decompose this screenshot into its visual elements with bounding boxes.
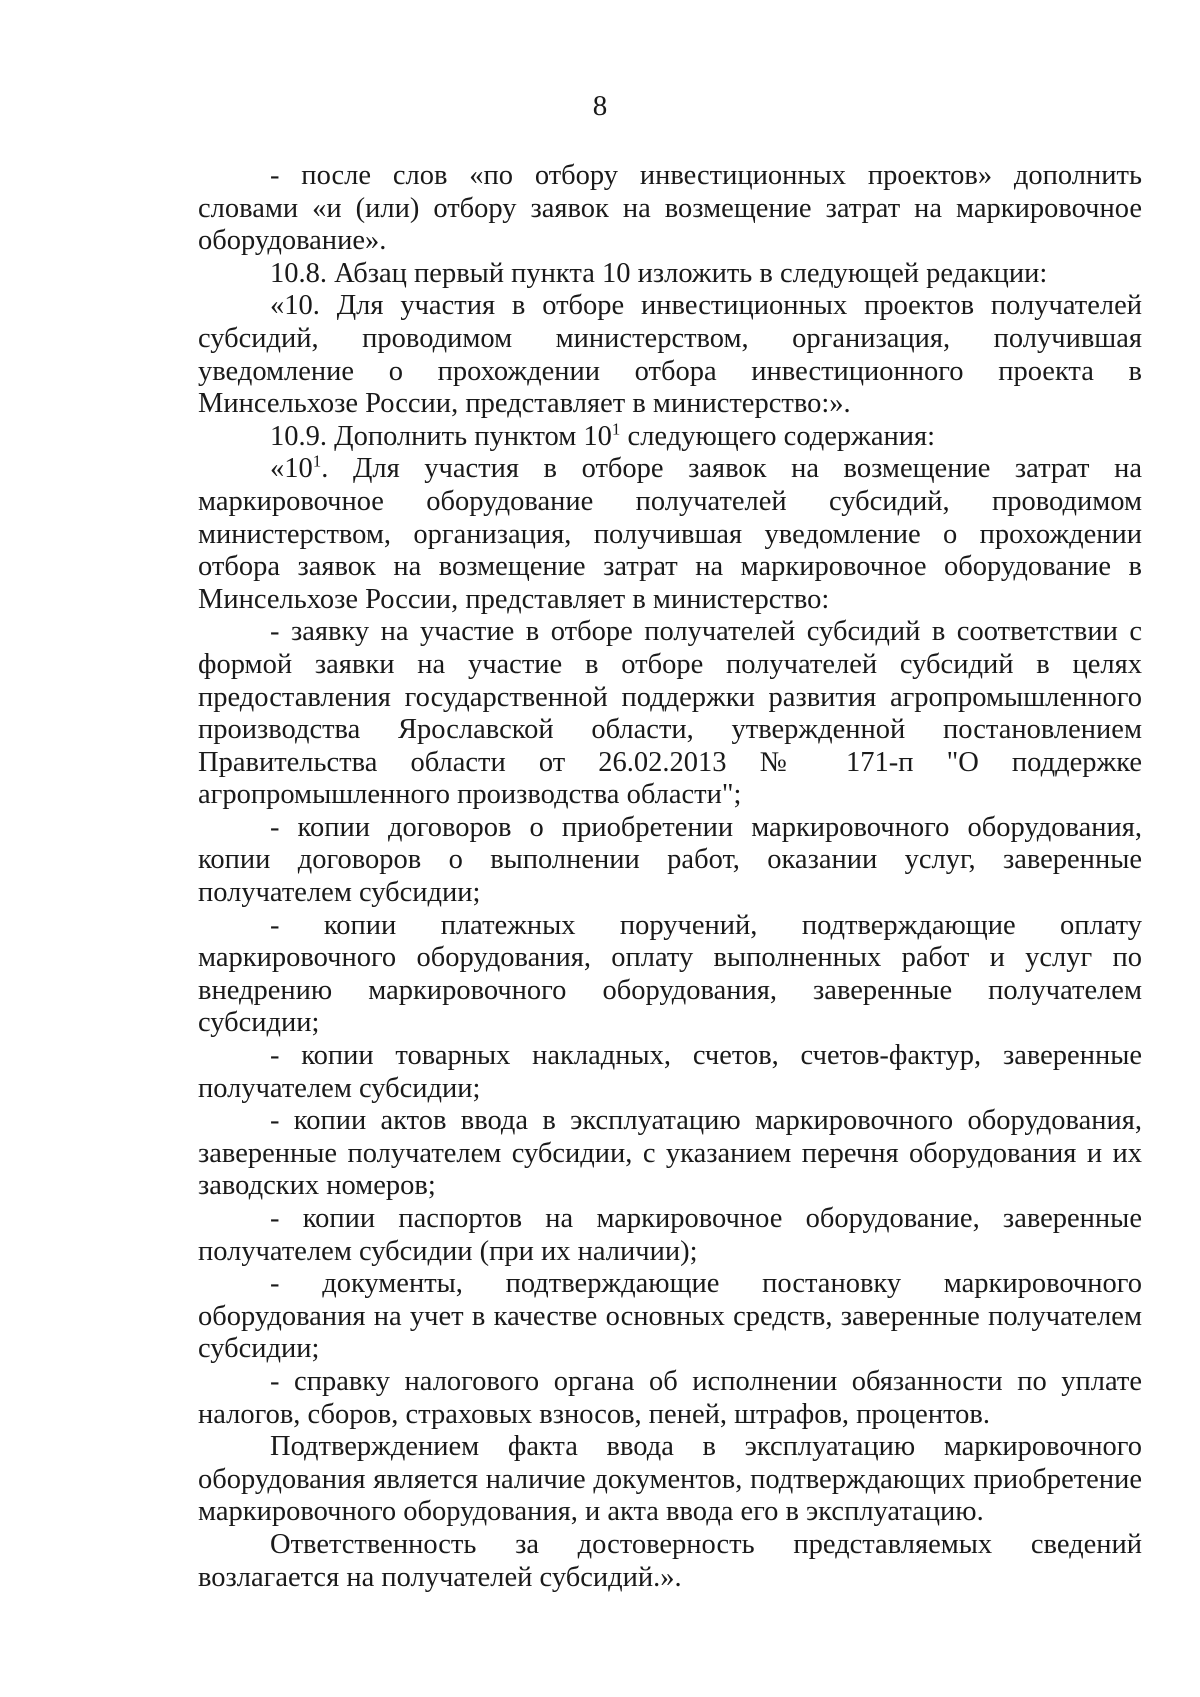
paragraph: - копии платежных поручений, подтверждающие оплату маркировочного оборудования, оплату выполненных работ и услуг по внедрению маркировочного оборудования, заверенные получателем субсидии; [198,909,1142,1039]
superscript: 1 [611,419,621,439]
paragraph: 10.8. Абзац первый пункта 10 изложить в следующей редакции: [270,257,1048,289]
paragraph: - копии договоров о приобретении маркировочного оборудования, копии договоров о выполнении работ, оказании услуг, заверенные получателем субсидии; [198,811,1142,909]
paragraph: - документы, подтверждающие постановку маркировочного оборудования на учет в качестве основных средств, заверенные получателем субсидии; [198,1268,1142,1365]
paragraph: - заявку на участие в отборе получателей субсидий в соответствии с формой заявки на участие в отборе получателей субсидий в целях предоставления государственной поддержки развития агропромышленного производства Ярославской области, утвержденной постановлением Правительства области от 26.02.2013 № 171-п "О поддержке агропромышленного производства области"; [198,616,1142,811]
page-number: 8 [592,90,608,122]
paragraph [198,421,1142,454]
paragraph: - справку налогового органа об исполнении обязанности по уплате налогов, сборов, страховых взносов, пеней, штрафов, процентов. [198,1365,1142,1430]
paragraph-text: 10.9. Дополнить пунктом 10 [270,420,612,452]
paragraph-text: следующего содержания: [620,420,936,452]
paragraph [198,453,1142,616]
superscript: 1 [312,451,322,471]
paragraph: - после слов «по отбору инвестиционных проектов» дополнить словами «и (или) отбору заявок на возмещение затрат на маркировочное оборудование». [198,160,1142,257]
paragraph: - копии актов ввода в эксплуатацию маркировочного оборудования, заверенные получателем субсидии, с указанием перечня оборудования и их заводских номеров; [198,1105,1142,1202]
paragraph-text: «10 [270,453,313,485]
paragraph: - копии товарных накладных, счетов, счетов-фактур, заверенные получателем субсидии; [198,1040,1142,1104]
paragraph: Ответственность за достоверность представляемых сведений возлагается на получателей субсидий.». [198,1528,1142,1593]
paragraph: Подтверждением факта ввода в эксплуатацию маркировочного оборудования является наличие документов, подтверждающих приобретение маркировочного оборудования, и акта ввода его в эксплуатацию. [198,1431,1142,1528]
paragraph: - копии паспортов на маркировочное оборудование, заверенные получателем субсидии (при их наличии); [198,1203,1142,1267]
paragraph: «10. Для участия в отборе инвестиционных проектов получателей субсидий, проводимом министерством, организация, получившая уведомление о прохождении отбора инвестиционного проекта в Минсельхозе России, представляет в министерство:». [198,290,1142,420]
document-body [198,160,1142,1594]
paragraph-text: . Для участия в отборе заявок на возмещение затрат на маркировочное оборудование получателей субсидий, проводимом министерством, организация, получившая уведомление о прохождении отбора заявок на возмещение затрат на маркировочное оборудование в Минсельхозе России, представляет в министерство: [198,453,1142,615]
